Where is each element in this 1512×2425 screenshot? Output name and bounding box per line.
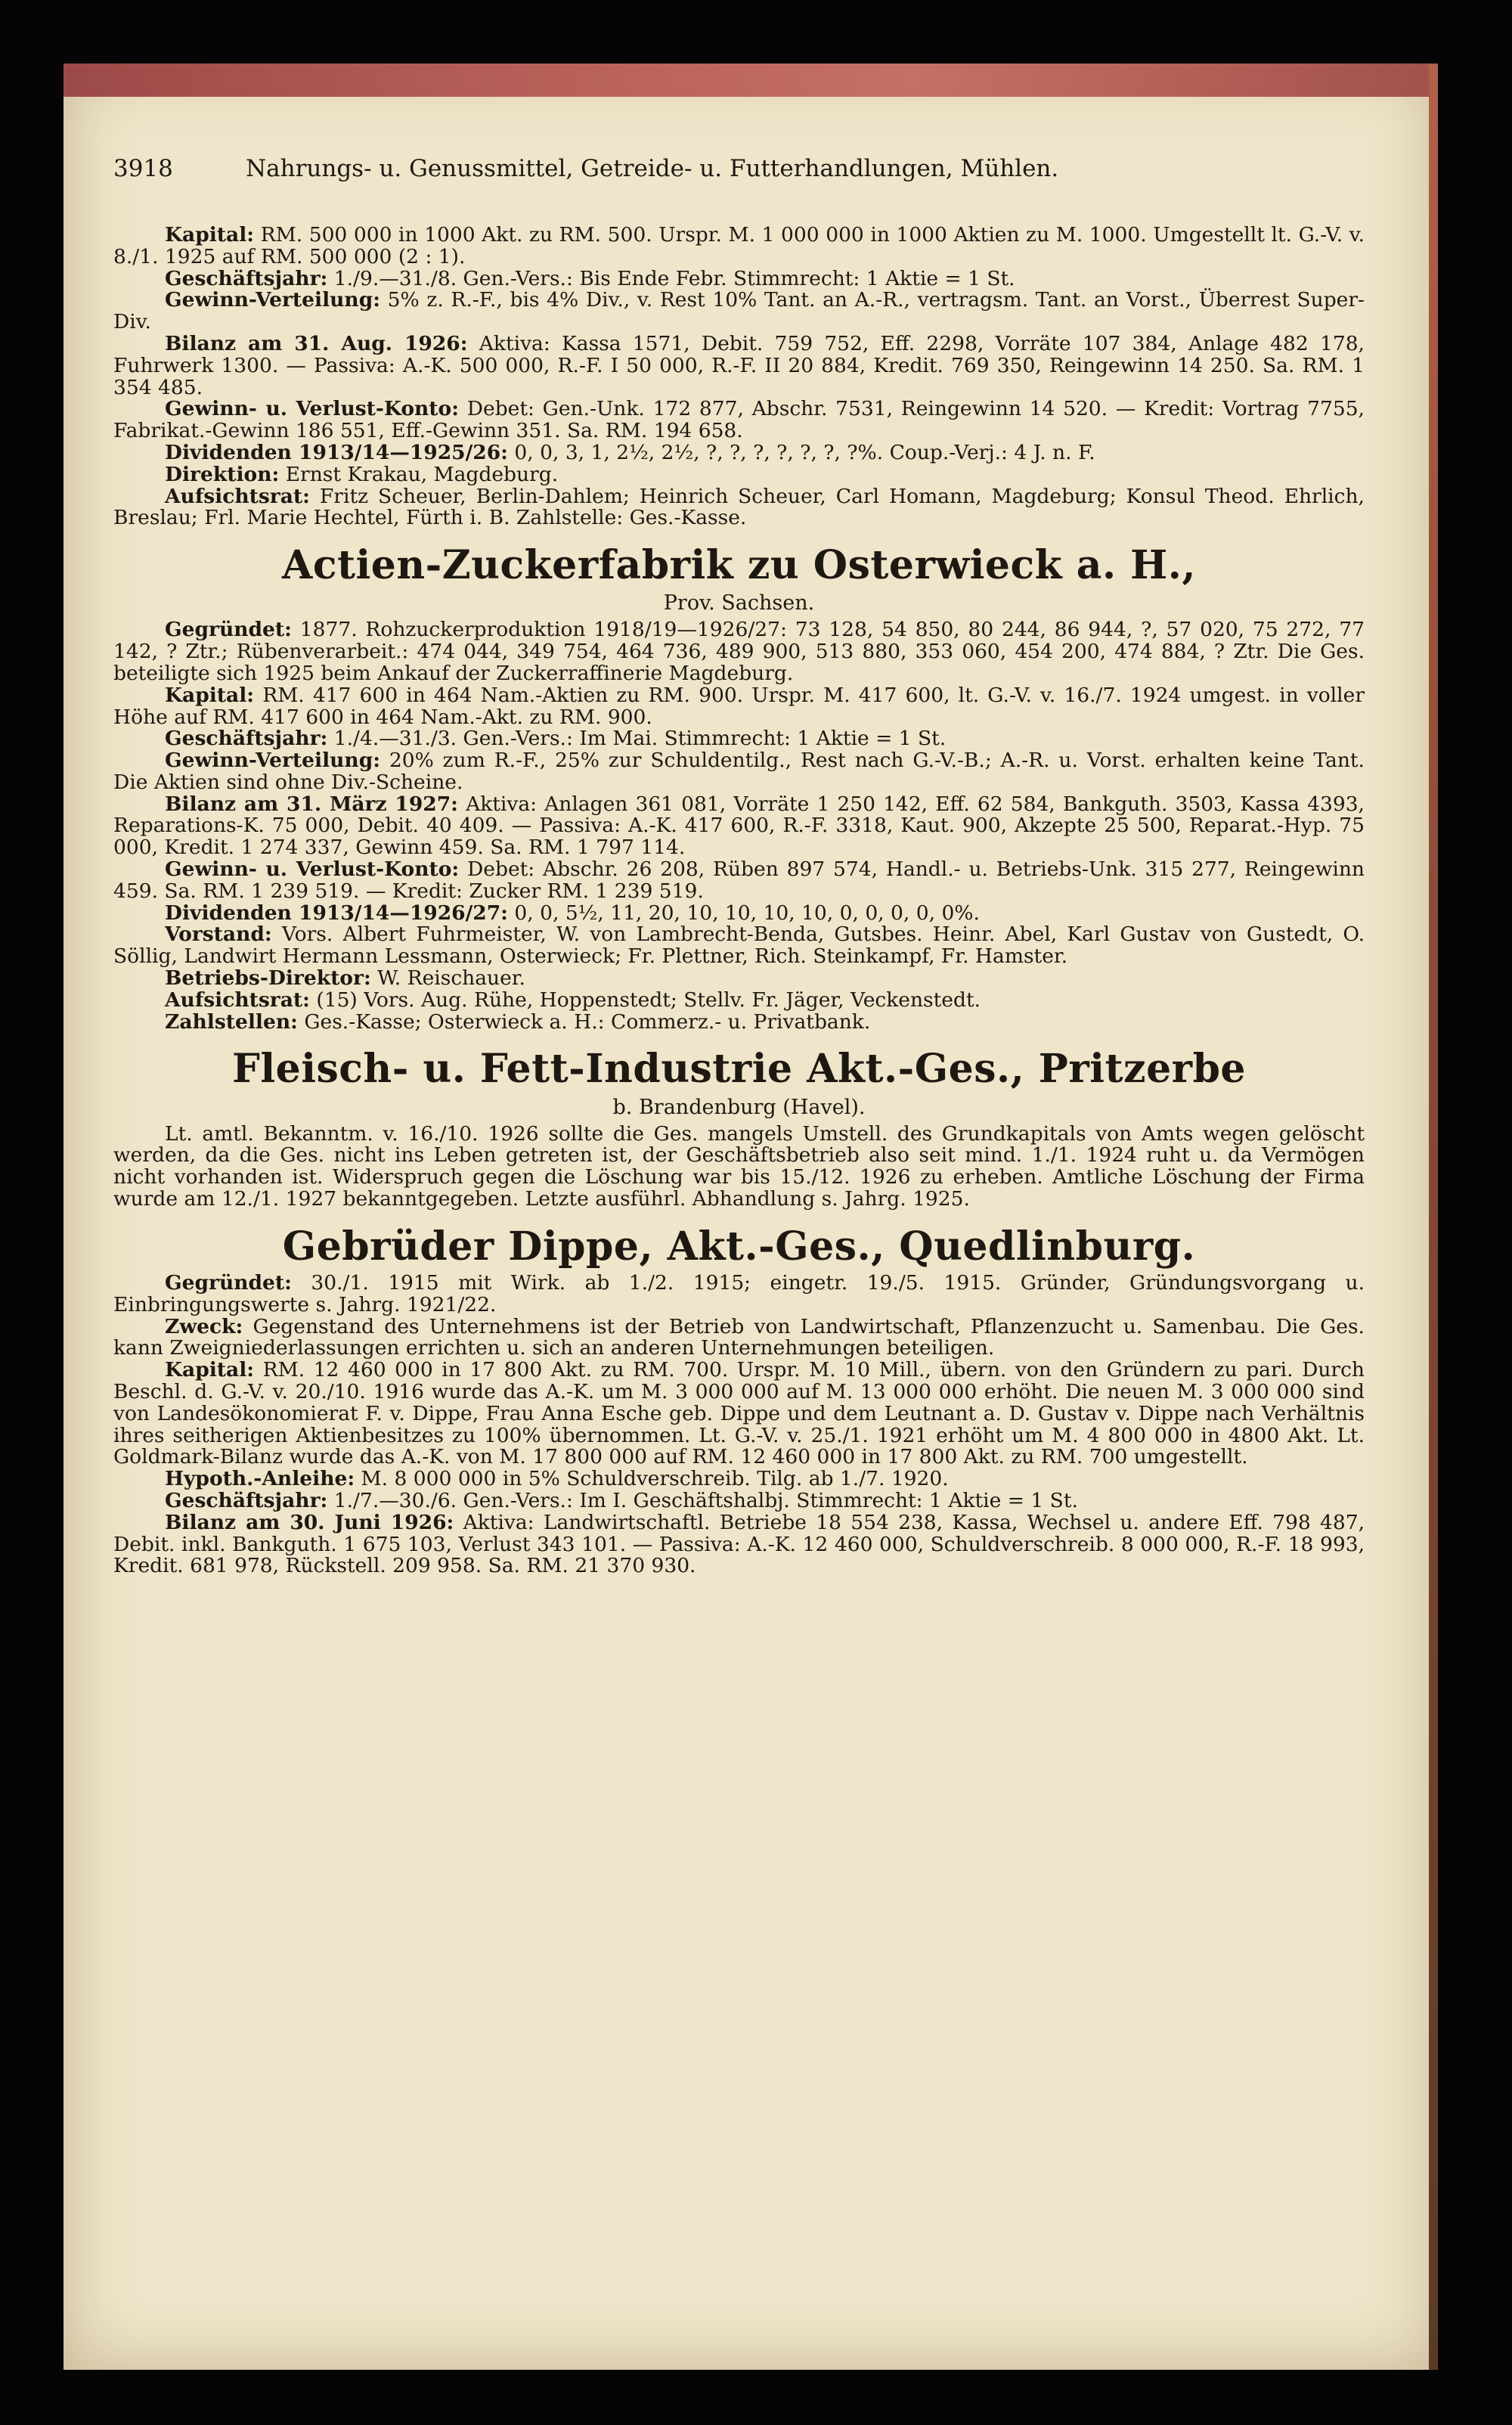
paragraph-text: M. 8 000 000 in 5% Schuldverschreib. Tilg. ab 1./7. 1920. — [361, 1467, 949, 1491]
paragraph-text: Debet: Abschr. 26 208, Rüben 897 574, Handl.- u. Betriebs-Unk. 315 277, Reingewinn 459. Sa. RM. 1 239 519. — Kredit: Zucker RM. 1 239 519. — [113, 857, 1365, 903]
paragraph-label: Zweck: — [165, 1314, 243, 1338]
paragraph-text: RM. 417 600 in 464 Nam.-Aktien zu RM. 900. Urspr. M. 417 600, lt. G.-V. v. 16./7. 1924 umgest. in voller Höhe auf RM. 417 600 in 464 Nam.-Akt. zu RM. 900. — [113, 683, 1365, 729]
paragraph — [113, 1512, 1365, 1577]
paragraph-text: Aktiva: Landwirtschaftl. Betriebe 18 554 238, Kassa, Wechsel u. andere Eff. 798 487, Debit. inkl. Bankguth. 1 675 103, Verlust 343 101. — Passiva: A.-K. 12 460 000, Schuldverschreib. 8 000 000, R.-F. 18 993, Kredit. 681 978, Rückstell. 209 958. Sa. RM. 21 370 930. — [113, 1510, 1365, 1578]
paragraph-text: 1./9.—31./8. Gen.-Vers.: Bis Ende Febr. Stimmrecht: 1 Aktie = 1 St. — [333, 266, 1015, 290]
paragraph — [113, 268, 1365, 290]
paragraph-text: 1877. Rohzuckerproduktion 1918/19—1926/27: 73 128, 54 850, 80 244, 86 944, ?, 57 020, 75 272, 77 142, ? Ztr.; Rübenverarbeit.: 474 044, 349 754, 464 736, 489 900, 513 880, 353 060, 454 200, 474 884, ? Ztr. Die Ges. beteiligte sich 1925 beim Ankauf der Zuckerraffinerie Magdeburg. — [113, 618, 1365, 685]
paragraph-label: Gewinn-Verteilung: — [165, 288, 381, 312]
paragraph-text: RM. 500 000 in 1000 Akt. zu RM. 500. Urspr. M. 1 000 000 in 1000 Aktien zu M. 1000. Umgestellt lt. G.-V. v. 8./1. 1925 auf RM. 500 000 (2 : 1). — [113, 223, 1365, 268]
paragraph — [113, 924, 1365, 968]
paragraph — [113, 859, 1365, 903]
page-edge — [1429, 64, 1438, 2370]
paragraph-text: 0, 0, 5½, 11, 20, 10, 10, 10, 10, 0, 0, 0, 0, 0%. — [514, 901, 980, 925]
paragraph-label: Vorstand: — [165, 923, 272, 947]
paragraph-label: Bilanz am 30. Juni 1926: — [165, 1510, 454, 1534]
paragraph-label: Dividenden 1913/14—1925/26: — [165, 440, 508, 464]
paragraph-label: Zahlstellen: — [165, 1009, 298, 1034]
paragraph-text: Vors. Albert Fuhrmeister, W. von Lambrecht-Benda, Gutsbes. Heinr. Abel, Karl Gustav von Gustedt, O. Söllig, Landwirt Hermann Lessmann, Osterwieck; Fr. Plettner, Rich. Steinkampf, Fr. Hamster. — [113, 923, 1365, 969]
company-subtitle: Prov. Sachsen. — [663, 591, 815, 616]
company-section-pritzerbe — [113, 1048, 1365, 1210]
paragraph-text: Gegenstand des Unternehmens ist der Betrieb von Landwirtschaft, Pflanzenzucht u. Samenbau. Die Ges. kann Zweigniederlassungen errichten u. sich an anderen Unternehmungen beteiligen. — [113, 1314, 1365, 1360]
paragraph — [113, 794, 1365, 859]
paragraph-text: Fritz Scheuer, Berlin-Dahlem; Heinrich Scheuer, Carl Homann, Magdeburg; Konsul Theod. Ehrlich, Breslau; Frl. Marie Hechtel, Fürth i. B. Zahlstelle: Ges.-Kasse. — [113, 484, 1365, 530]
paragraph-text: Ges.-Kasse; Osterwieck a. H.: Commerz.- u. Privatbank. — [304, 1009, 871, 1034]
paragraph — [113, 685, 1365, 729]
paragraph-label: Direktion: — [165, 462, 280, 486]
paragraph — [113, 1121, 1365, 1211]
paragraph — [113, 1009, 1365, 1034]
paragraph-label: Geschäftsjahr: — [165, 1488, 328, 1512]
company-title: Gebrüder Dippe, Akt.-Ges., Quedlinburg. — [282, 1223, 1196, 1270]
paragraph-label: Gewinn-Verteilung: — [165, 749, 381, 773]
paragraph-label: Bilanz am 31. Aug. 1926: — [165, 331, 468, 355]
paragraph — [113, 1468, 1365, 1490]
paragraph-label: Gewinn- u. Verlust-Konto: — [165, 857, 460, 882]
paragraph-label: Geschäftsjahr: — [165, 266, 328, 290]
paragraph-label: Kapital: — [165, 1358, 255, 1382]
paragraph — [113, 1490, 1365, 1512]
page-top-stain — [64, 64, 1438, 97]
paragraph — [113, 442, 1365, 464]
paragraph-text: 5% z. R.-F., bis 4% Div., v. Rest 10% Tant. an A.-R., vertragsm. Tant. an Vorst., Überrest Super-Div. — [113, 288, 1365, 334]
paragraph-label: Kapital: — [165, 683, 255, 707]
paragraph-text: Ernst Krakau, Magdeburg. — [285, 462, 559, 486]
paragraph-text: (15) Vors. Aug. Rühe, Hoppenstedt; Stellv. Fr. Jäger, Veckenstedt. — [316, 988, 981, 1012]
paragraph — [113, 486, 1365, 530]
paragraph — [113, 903, 1365, 925]
paragraph-text: 1./7.—30./6. Gen.-Vers.: Im I. Geschäftshalbj. Stimmrecht: 1 Aktie = 1 St. — [333, 1488, 1078, 1512]
paragraph — [113, 619, 1365, 684]
paragraph-label: Kapital: — [165, 223, 255, 247]
company-title: Fleisch- u. Fett-Industrie Akt.-Ges., Pritzerbe — [231, 1046, 1247, 1093]
page-number: 3918 — [113, 155, 173, 182]
paragraph-text: Aktiva: Anlagen 361 081, Vorräte 1 250 142, Eff. 62 584, Bankguth. 3503, Kassa 4393, Reparations-K. 75 000, Debit. 40 409. — Passiva: A.-K. 417 600, R.-F. 3318, Kaut. 900, Akzepte 25 500, Reparat.-Hyp. 75 000, Kredit. 1 274 337, Gewinn 459. Sa. RM. 1 797 114. — [113, 792, 1365, 860]
paragraph-label: Dividenden 1913/14—1926/27: — [165, 901, 508, 925]
paragraph-label: Gegründet: — [165, 618, 292, 642]
paragraph-label: Geschäftsjahr: — [165, 727, 328, 751]
running-header — [113, 155, 1365, 182]
paragraph — [113, 464, 1365, 486]
paragraph-label: Hypoth.-Anleihe: — [165, 1467, 355, 1491]
paragraph-text: W. Reischauer. — [377, 966, 525, 991]
paragraph — [113, 398, 1365, 442]
paragraph-label: Aufsichtsrat: — [165, 484, 310, 508]
company-section-dippe — [113, 1223, 1365, 1578]
paragraph — [113, 225, 1365, 268]
paragraph — [113, 333, 1365, 398]
paragraph-text: Debet: Gen.-Unk. 172 877, Abschr. 7531, Reingewinn 14 520. — Kredit: Vortrag 7755, Fabrikat.-Gewinn 186 551, Eff.-Gewinn 351. Sa. RM. 194 658. — [113, 397, 1365, 443]
page-content — [113, 155, 1365, 2333]
paragraph — [113, 290, 1365, 333]
paragraph-label: Bilanz am 31. März 1927: — [165, 792, 458, 816]
paragraph — [113, 968, 1365, 990]
paragraph — [113, 1360, 1365, 1468]
paragraph — [113, 1316, 1365, 1360]
paragraph-text: RM. 12 460 000 in 17 800 Akt. zu RM. 700. Urspr. M. 10 Mill., übern. von den Gründern zu pari. Durch Beschl. d. G.-V. v. 20./10. 1916 wurde das A.-K. um M. 3 000 000 auf M. 13 000 000 erhöht. Die neuen M. 3 000 000 sind von Landesökonomierat F. v. Dippe, Frau Anna Esche geb. Dippe und dem Leutnant a. D. Gustav v. Dippe nach Verhältnis ihres seitherigen Aktienbesitzes zu 100% übernommen. Lt. G.-V. v. 25./1. 1921 erhöht um M. 4 800 000 in 4800 Akt. Lt. Goldmark-Bilanz wurde das A.-K. von M. 17 800 000 auf RM. 12 460 000 in 17 800 Akt. zu RM. 700 umgestellt. — [113, 1358, 1365, 1469]
paragraph-label: Gegründet: — [165, 1270, 292, 1295]
running-title: Nahrungs- u. Genussmittel, Getreide- u. Futterhandlungen, Mühlen. — [246, 155, 1059, 182]
paragraph-text: 20% zum R.-F., 25% zur Schuldentilg., Rest nach G.-V.-B.; A.-R. u. Vorst. erhalten keine Tant. Die Aktien sind ohne Div.-Scheine. — [113, 749, 1365, 794]
paragraph-text: 30./1. 1915 mit Wirk. ab 1./2. 1915; eingetr. 19./5. 1915. Gründer, Gründungsvorgang u. Einbringungswerte s. Jahrg. 1921/22. — [113, 1270, 1365, 1316]
paragraph — [113, 990, 1365, 1012]
paragraph-label: Betriebs-Direktor: — [165, 966, 371, 991]
company-subtitle: b. Brandenburg (Havel). — [612, 1095, 866, 1119]
paragraph — [113, 728, 1365, 750]
company-section-continued — [113, 225, 1365, 529]
paragraph-text: 0, 0, 3, 1, 2½, 2½, ?, ?, ?, ?, ?, ?, ?%. Coup.-Verj.: 4 J. n. F. — [514, 440, 1095, 464]
paragraph-text: 1./4.—31./3. Gen.-Vers.: Im Mai. Stimmrecht: 1 Aktie = 1 St. — [333, 727, 947, 751]
paragraph-text: Lt. amtl. Bekanntm. v. 16./10. 1926 sollte die Ges. mangels Umstell. des Grundkapitals von Amts wegen gelöscht werden, da die Ges. nicht ins Leben getreten ist, der Geschäftsbetrieb also seit mind. 1./1. 1924 ruht u. da Vermögen nicht vorhanden ist. Widerspruch gegen die Löschung war bis 15./12. 1926 zu erheben. Amtliche Löschung der Firma wurde am 12./1. 1927 bekanntgegeben. Letzte ausführl. Abhandlung s. Jahrg. 1925. — [113, 1121, 1365, 1211]
company-section-osterwieck — [113, 544, 1365, 1033]
paragraph-text: Aktiva: Kassa 1571, Debit. 759 752, Eff. 2298, Vorräte 107 384, Anlage 482 178, Fuhrwerk 1300. — Passiva: A.-K. 500 000, R.-F. I 50 000, R.-F. II 20 884, Kredit. 769 350, Reingewinn 14 250. Sa. RM. 1 354 485. — [113, 331, 1365, 399]
paragraph — [113, 1270, 1365, 1316]
paragraph-label: Aufsichtsrat: — [165, 988, 310, 1012]
paragraph — [113, 750, 1365, 794]
company-title: Actien-Zuckerfabrik zu Osterwieck a. H., — [281, 542, 1197, 589]
paragraph-label: Gewinn- u. Verlust-Konto: — [165, 397, 460, 421]
